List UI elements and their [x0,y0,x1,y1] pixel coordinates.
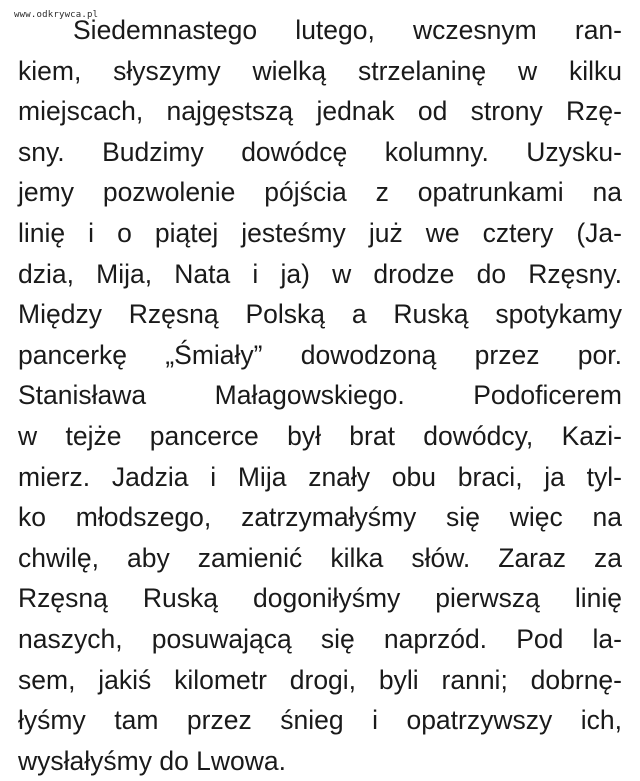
text-line-17: sem, jakiś kilometr drogi, byli ranni; dobrnę- [18,664,622,695]
text-line-7: dzia, Mija, Nata i ja) w drodze do Rzęsny. [18,258,622,289]
text-line-3: miejscach, najgęstszą jednak od strony Rzę- [18,96,622,127]
text-line-14: chwilę, aby zamienić kilka słów. Zaraz za [18,542,622,573]
text-line-5: jemy pozwolenie pójścia z opatrunkami na [18,177,622,208]
text-line-9: pancerkę „Śmiały” dowodzoną przez por. [18,339,622,370]
text-line-2: kiem, słyszymy wielką strzelaninę w kilku [18,55,622,86]
text-line-4: sny. Budzimy dowódcę kolumny. Uzysku- [18,136,622,167]
text-line-18: łyśmy tam przez śnieg i opatrzywszy ich, [18,705,622,736]
text-line-16: naszych, posuwającą się naprzód. Pod la- [18,623,622,654]
text-line-13: ko młodszego, zatrzymałyśmy się więc na [18,502,622,533]
text-line-6: linię i o piątej jesteśmy już we cztery (Ja- [18,217,622,248]
text-line-12: mierz. Jadzia i Mija znały obu braci, ja tyl- [18,461,622,492]
body-paragraph [18,10,622,781]
text-line-10: Stanisława Małagowskiego. Podoficerem [18,380,622,411]
text-line-19: wysłałyśmy do Lwowa. [18,745,287,776]
watermark: www.odkrywca.pl [14,10,99,20]
text-line-11: w tejże pancerce był brat dowódcy, Kazi- [18,420,622,451]
text-line-1: Siedemnastego lutego, wczesnym ran- [73,15,622,45]
text-line-8: Między Rzęsną Polską a Ruską spotykamy [18,299,622,330]
text-line-15: Rzęsną Ruską dogoniłyśmy pierwszą linię [18,583,622,614]
